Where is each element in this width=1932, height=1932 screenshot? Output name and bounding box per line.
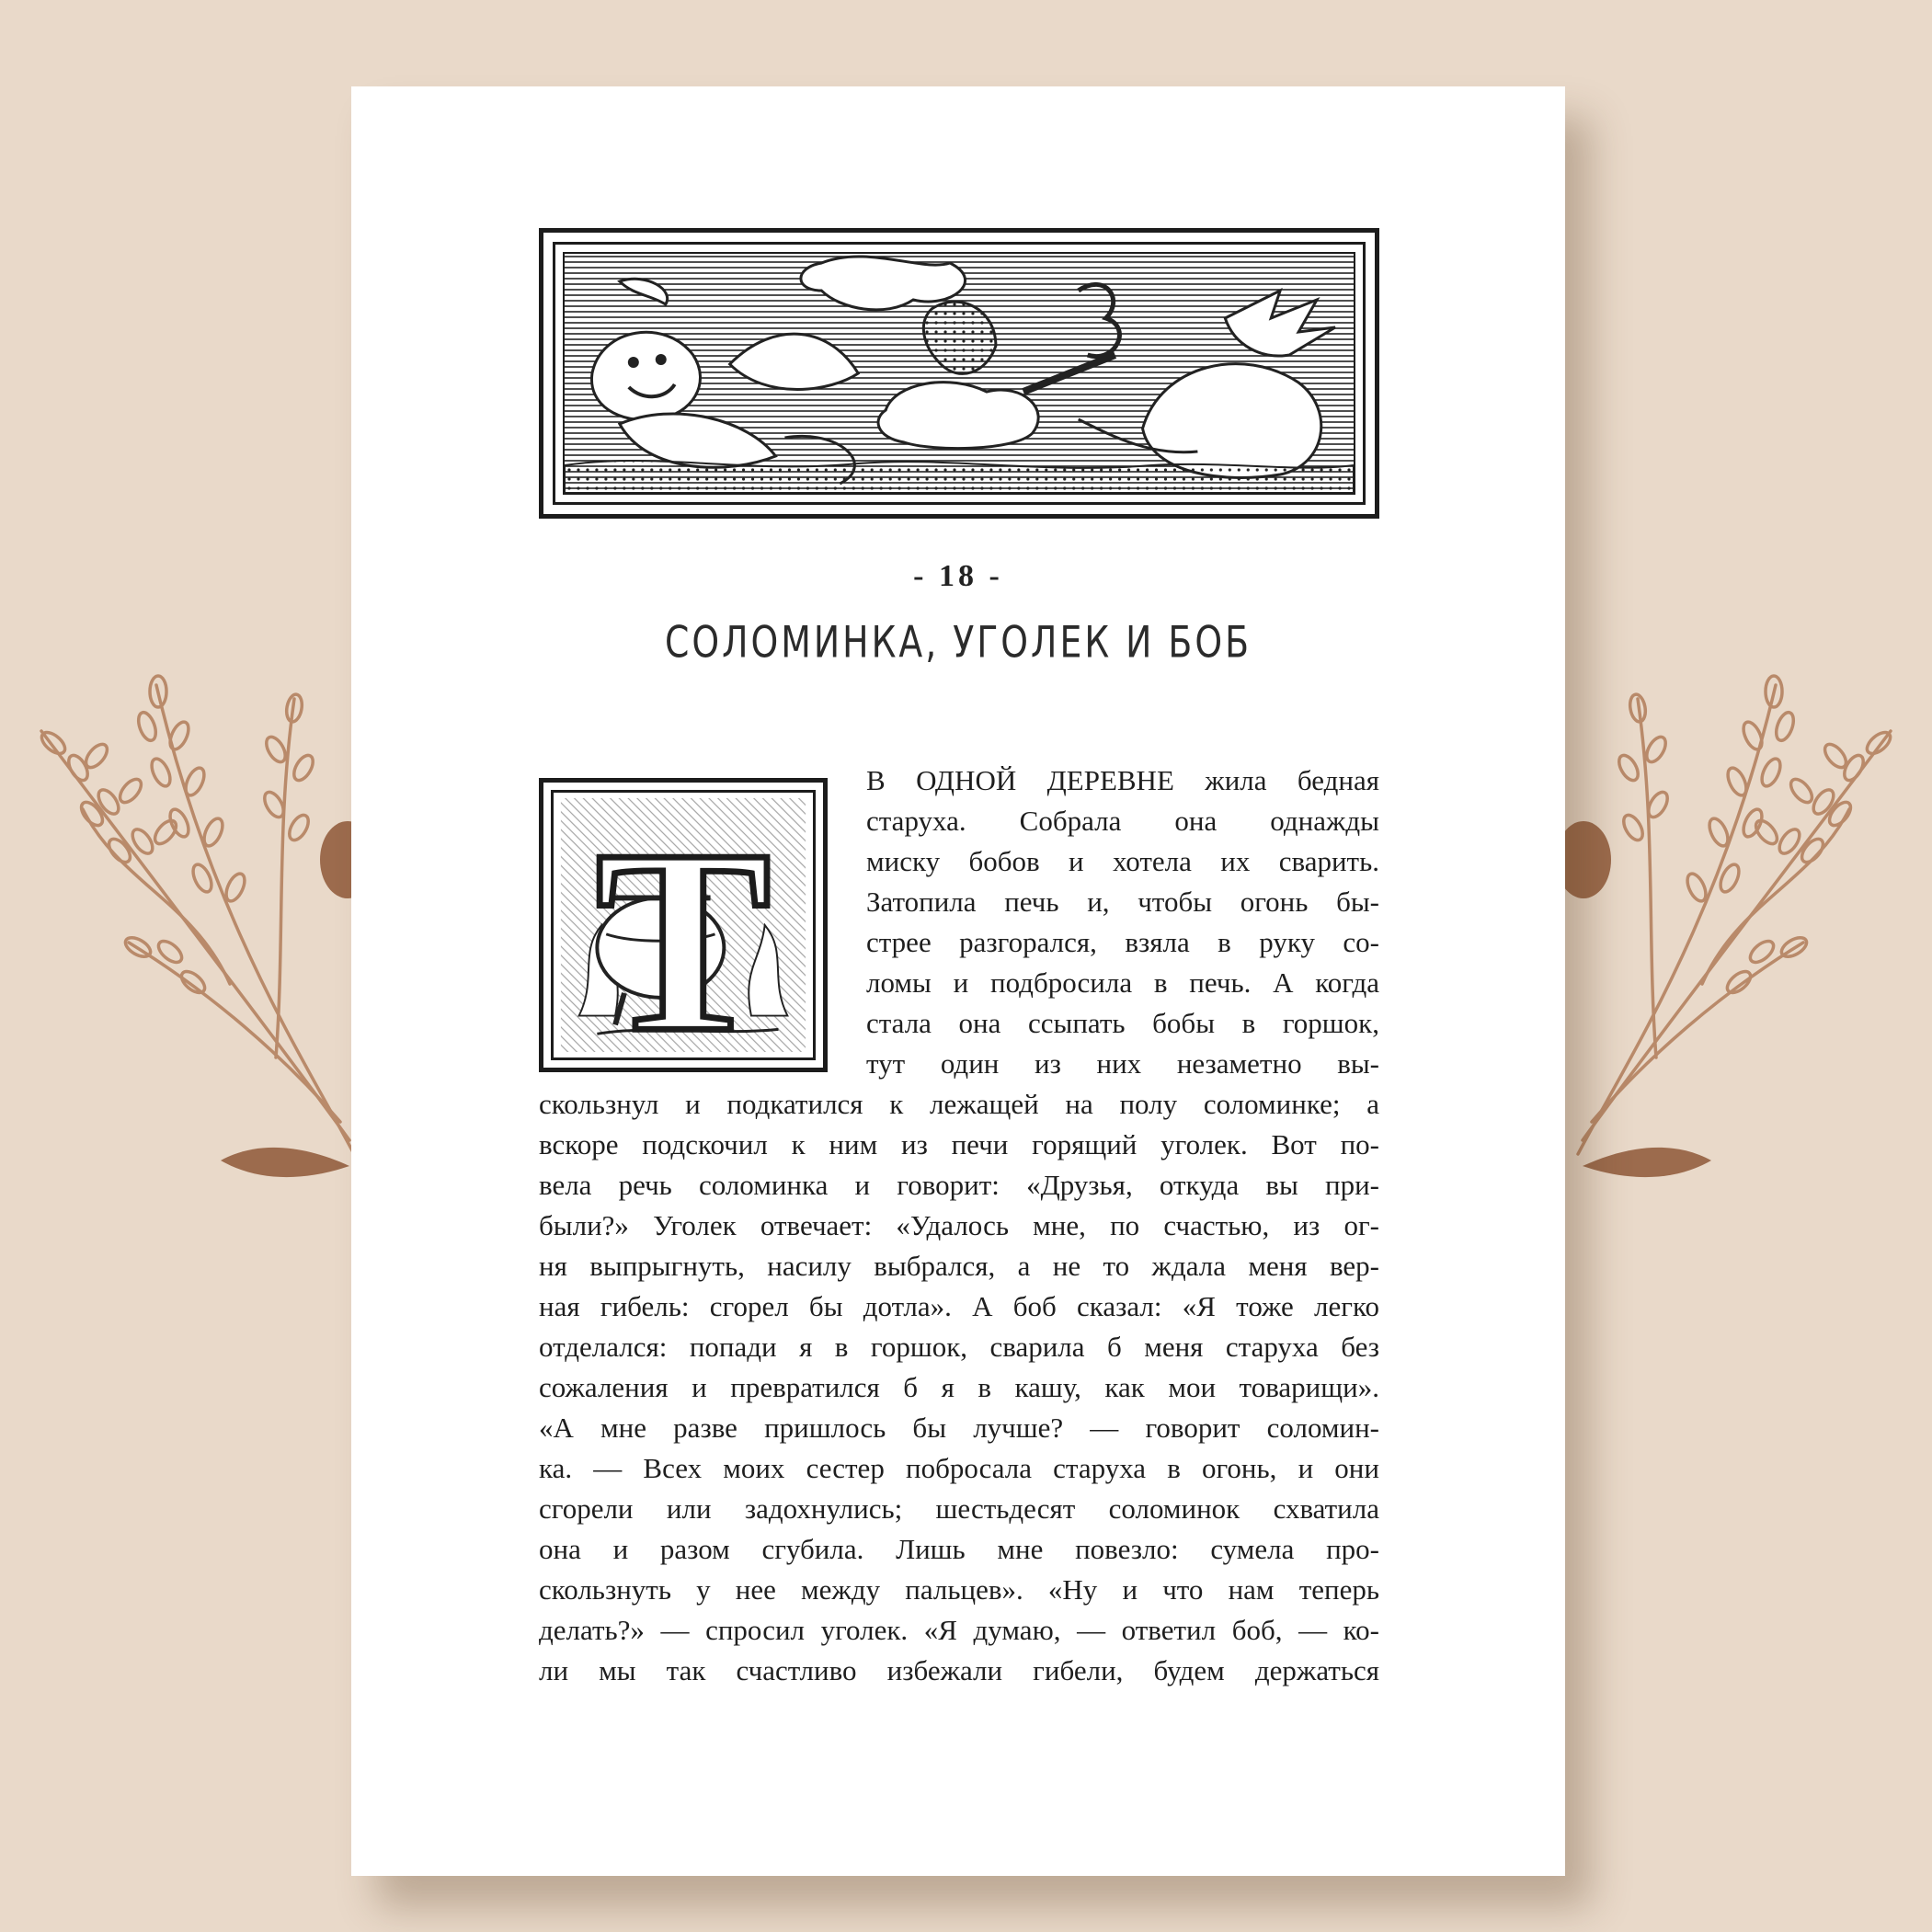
drop-cap: [539, 778, 828, 1072]
engraving-icon: [565, 254, 1354, 493]
text-line: сожаления и превратился б я в кашу, как мои товарищи».: [539, 1371, 1379, 1403]
chapter-illustration: [539, 228, 1379, 519]
chapter-number: - 18 -: [913, 559, 1003, 593]
text-line: стрее разгорался, взяла в руку со-: [866, 926, 1379, 958]
book-page: [351, 86, 1565, 1876]
text-line: она и разом сгубила. Лишь мне повезло: сумела про-: [539, 1533, 1379, 1565]
text-line: скользнул и подкатился к лежащей на полу соломинке; а: [539, 1088, 1379, 1120]
text-line: ломы и подбросила в печь. А когда: [866, 966, 1379, 999]
text-line: сгорели или задохнулись; шестьдесят соломинок схватила: [539, 1492, 1379, 1525]
text-line: делать?» — спросил уголек. «Я думаю, — ответил боб, — ко-: [539, 1614, 1379, 1646]
text-line: были?» Уголек отвечает: «Удалось мне, по счастью, из ог-: [539, 1209, 1379, 1241]
text-line: отделался: попади я в горшок, сварила б меня старуха без: [539, 1331, 1379, 1363]
text-line: вела речь соломинка и говорит: «Друзья, откуда вы при-: [539, 1169, 1379, 1201]
text-line: скользнуть у нее между пальцев». «Ну и что нам теперь: [539, 1573, 1379, 1606]
cauldron-icon: [559, 798, 807, 1052]
text-line: вскоре подскочил к ним из печи горящий уголек. Вот по-: [539, 1128, 1379, 1160]
text-line: тут один из них незаметно вы-: [866, 1047, 1379, 1080]
text-line: Затопила печь и, чтобы огонь бы-: [866, 886, 1379, 918]
text-line: ка. — Всех моих сестер побросала старуха в огонь, и они: [539, 1452, 1379, 1484]
text-line: ная гибель: сгорел бы дотла». А боб сказал: «Я тоже легко: [539, 1290, 1379, 1322]
text-line: ня выпрыгнуть, насилу выбрался, а не то ждала меня вер-: [539, 1250, 1379, 1282]
text-line: В ОДНОЙ ДЕРЕВНЕ жила бедная: [866, 764, 1379, 796]
text-line: ли мы так счастливо избежали гибели, будем держаться: [539, 1654, 1379, 1686]
chapter-title: СОЛОМИНКА, УГОЛЕК И БОБ: [664, 617, 1252, 668]
text-line: стала она ссыпать бобы в горшок,: [866, 1007, 1379, 1039]
text-line: «А мне разве пришлось бы лучше? — говорит соломин-: [539, 1412, 1379, 1444]
text-line: старуха. Собрала она однажды: [866, 805, 1379, 837]
text-line: миску бобов и хотела их сварить.: [866, 845, 1379, 877]
drop-cap-letter: Т: [595, 798, 772, 1052]
